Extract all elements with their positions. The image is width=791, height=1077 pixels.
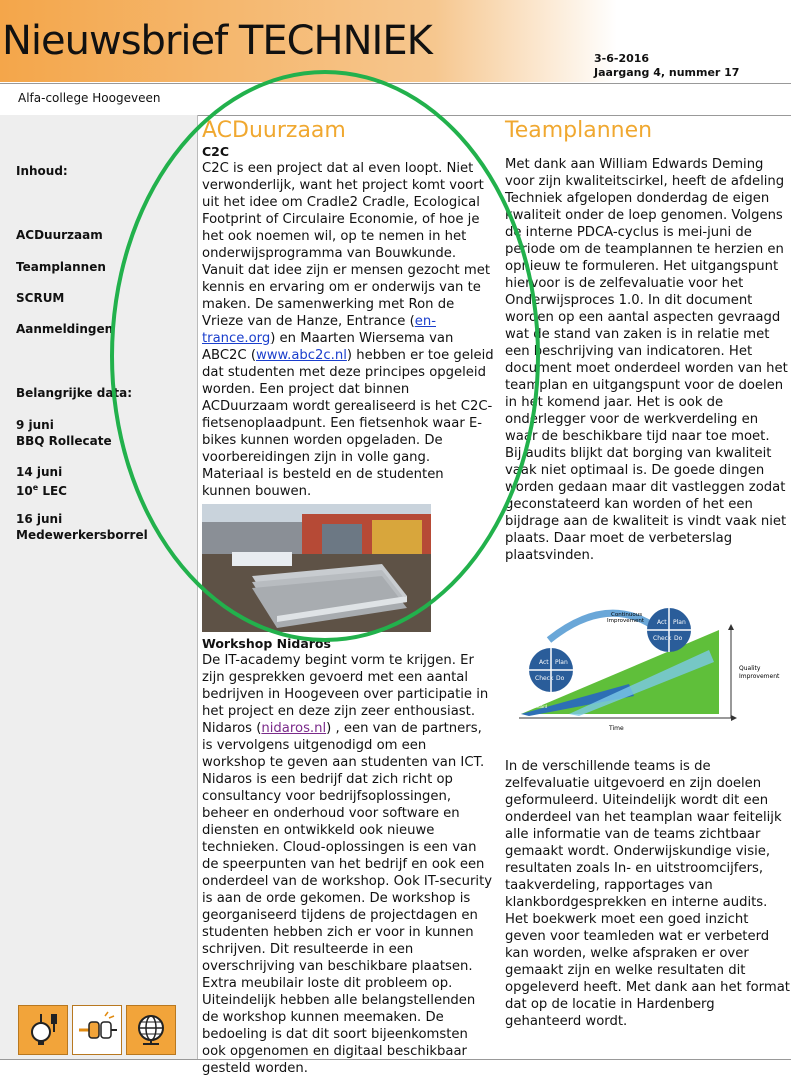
svg-text:Do: Do: [674, 635, 683, 642]
article-subtitle-nidaros: Workshop Nidaros: [202, 636, 331, 651]
article-body-teamplannen-1: Met dank aan William Edwards Deming voor zijn kwaliteitscirkel, heeft de afdeling Techniek afgelopen donderdag de eigen kwaliteit onder de loep genomen. Volgens de interne PDCA-cyclus is mei-juni de periode om de teamplannen te herzien en opnieuw te formuleren. Het uitgangspunt hiervoor is de zelfevaluatie voor het Onderwijsproces 1.0. In dit document worden op een aantal aspecten gevraagd wat de stand van zaken is in relatie met een beschrijving van indicatoren. Het document moet onderdeel worden van het teamplan en uitgangspunt voor de doelen in het komend jaar. Het is ook de onderlegger voor de werkverdeling en waar de beschikbare tijd naar toe moet. Bij audits blijkt dat borging van kwaliteit vaak niet optimaal is. De goede dingen worden gedaan maar dit vastleggen zodat geconstateerd kan worden of het een bijdrage aan de kwaliteit is vindt vaak niet plaats. Daar moet de verbeterslag plaatsvinden.: [505, 157, 788, 563]
svg-text:Plan: Plan: [555, 659, 568, 666]
date-value: 9 juni: [16, 418, 54, 432]
article-subtitle-c2c: C2C: [202, 144, 230, 159]
issue-info: [594, 52, 739, 80]
article-body-c2c: C2C is een project dat al even loopt. Niet verwonderlijk, want het project komt voort uit het idee om Cradle2 Cradle, Ecological Footprint of Circulaire Economie, of hoe je het ook noemen wil, op te nemen in het onderwijsprogramma van Bouwkunde. Vanuit dat idee zijn er mensen gezocht met kennis en ervaring om er onderwijs van te maken. De samenwerking met Ron de Vrieze van de Hanze, Entrance (en-trance.org) en Maarten Wiersema van ABC2C (www.abc2c.nl) hebben er toe geleid dat studenten met deze principes opgeleid worden. Een project dat binnen ACDuurzaam wordt gerealiseerd is het C2C-fietsenoplaadpunt. Een fietsenhok waar E-bikes kunnen worden opgeladen. De voorbereidingen zijn in volle gang. Materiaal is besteld en de studenten kunnen bouwen.: [202, 161, 494, 499]
dates-label: Belangrijke data:: [16, 386, 133, 400]
pdca-wheel-large: [647, 608, 691, 652]
date-event: 10e LEC: [16, 483, 67, 498]
toc-item-acduurzaam[interactable]: ACDuurzaam: [16, 228, 103, 242]
school-name: Alfa-college Hoogeveen: [18, 91, 161, 105]
issue-number: Jaargang 4, nummer 17: [594, 66, 740, 79]
section-title-teamplannen: Teamplannen: [505, 118, 653, 143]
link-en-trance[interactable]: en-trance.org: [202, 314, 436, 346]
svg-text:Do: Do: [556, 675, 565, 682]
column-right: [505, 118, 790, 1030]
masthead: [0, 0, 791, 82]
link-abc2c[interactable]: www.abc2c.nl: [255, 348, 347, 363]
time-label: Time: [609, 725, 624, 732]
contents-label: Inhoud:: [16, 164, 68, 178]
link-nidaros[interactable]: nidaros.nl: [261, 721, 327, 736]
date-value: 16 juni: [16, 512, 63, 526]
pdca-diagram: [509, 600, 789, 750]
toc-item-teamplannen[interactable]: Teamplannen: [16, 260, 106, 274]
globe-icon: [126, 1005, 176, 1055]
newsletter-title: Nieuwsbrief TECHNIEK: [2, 18, 432, 64]
section-title-acduurzaam: ACDuurzaam: [202, 118, 346, 143]
toc-item-scrum[interactable]: SCRUM: [16, 291, 65, 305]
issue-date: 3-6-2016: [594, 52, 650, 65]
lightbulb-plug-icon: [18, 1005, 68, 1055]
footer-icons: [18, 1005, 176, 1055]
date-entry: [16, 511, 148, 543]
cycle-label: Continuous Improvement: [607, 612, 644, 624]
svg-text:Act: Act: [539, 659, 549, 666]
date-event: Medewerkersborrel: [16, 528, 148, 542]
date-entry: [16, 464, 67, 499]
school-bar: [0, 83, 791, 116]
svg-text:Check: Check: [653, 635, 672, 642]
pdca-wheel-small: [529, 648, 573, 692]
date-event: BBQ Rollecate: [16, 434, 112, 448]
date-value: 14 juni: [16, 465, 63, 479]
svg-text:Check: Check: [535, 675, 554, 682]
article-body-nidaros: De IT-academy begint vorm te krijgen. Er zijn gesprekken gevoerd met een aantal bedrijven in Hoogeveen over participatie in het project en deze zijn zeer enthousiast. Nidaros (nidaros.nl) , een van de partners, is vervolgens uitgenodigd om een workshop te geven aan studenten van ICT. Nidaros is een bedrijf dat zich richt op consultancy voor bedrijfsoplossingen, beheer en onderhoud voor software en diensten en ontwikkeld ook nieuwe technieken. Cloud-oplossingen is een van de speerpunten van het bedrijf en ook een onderdeel van de workshop. Ook IT-security is aan de orde gekomen. De workshop is georganiseerd tijdens de projectdagen en studenten hebben zich er voor in kunnen schrijven. Dit resulteerde in een overschrijving van beschikbare plaatsen. Extra meubilair loste dit probleem op. Uiteindelijk hebben alle belangstellenden de workshop kunnen meemaken. De bedoeling is dat dit soort bijeenkomsten ook opgenomen en digitaal beschikbaar gesteld worden.: [202, 653, 493, 1076]
article-body-teamplannen-2: In de verschillende teams is de zelfevaluatie uitgevoerd en zijn doelen geformuleerd. Uiteindelijk wordt dit een onderdeel van het teamplan waar feitelijk alle informatie van de teams zichtbaar gemaakt wordt. Onderwijskundige visie, resultaten zoals In- en uitstroomcijfers, taakverdeling, rapportages van klankbordgesprekken en interne audits. Het boekwerk moet een goed inzicht geven voor teamleden wat er verbeterd kan worden, welke afspraken er over gemaakt zijn en welke resultaten dit opgeleverd heeft. Met dank aan het format dat op de locatie in Hardenberg gehanteerd wordt.: [505, 759, 790, 1029]
svg-text:Standard: Standard: [529, 704, 548, 709]
svg-text:Plan: Plan: [673, 619, 686, 626]
column-left: [202, 118, 494, 1077]
svg-text:Act: Act: [657, 619, 667, 626]
date-entry: [16, 417, 112, 449]
bike-shed-photo: [202, 504, 431, 632]
plug-connect-icon: [72, 1005, 122, 1055]
quality-label: Quality Improvement: [739, 665, 780, 680]
toc-item-aanmeldingen[interactable]: Aanmeldingen: [16, 322, 114, 336]
sidebar: [0, 115, 198, 1059]
